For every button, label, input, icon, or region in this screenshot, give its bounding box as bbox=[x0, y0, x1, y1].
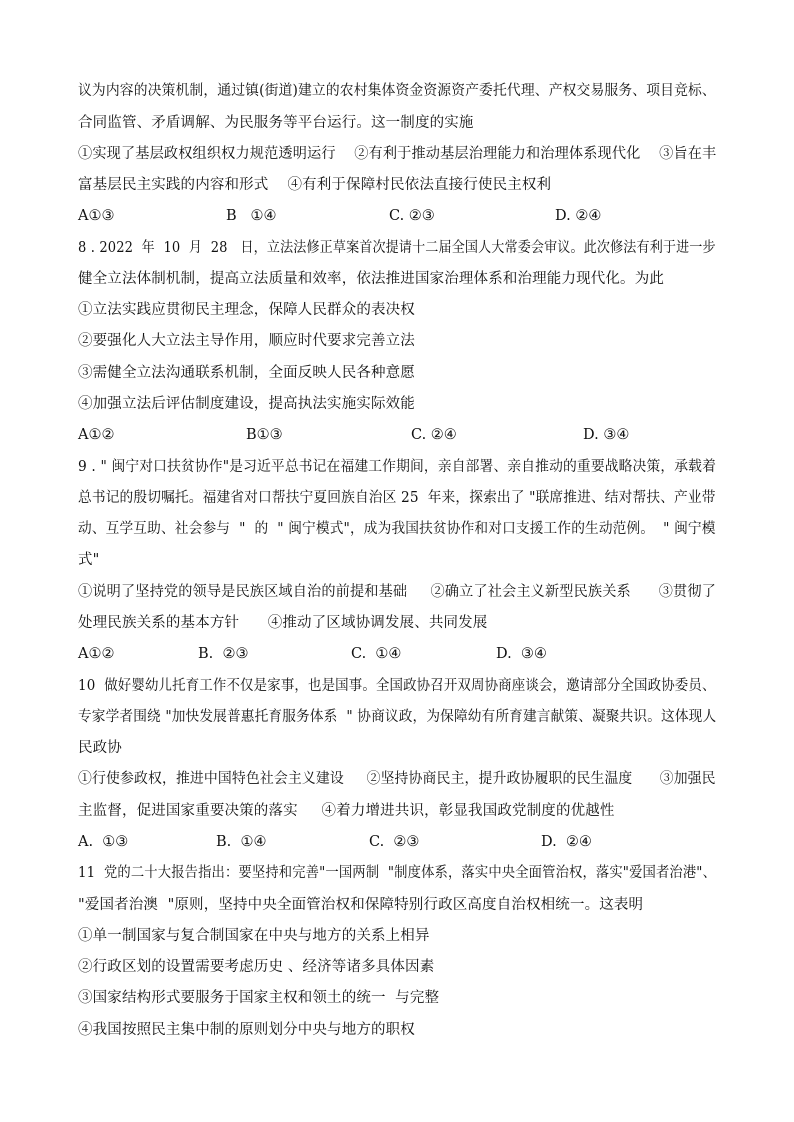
q8-option-c: C. ②④ bbox=[411, 427, 457, 443]
q9-stem-line-2: 总书记的殷切嘱托。福建省对口帮扶宁夏回族自治区 25 年来，探索出了 "联席推进、结对帮扶、产业带 bbox=[78, 490, 716, 506]
q10-stem-line-2: 专家学者围绕 "加快发展普惠托育服务体系 " 协商议政，为保障幼有所育建言献策、凝聚共识。这体现人 bbox=[78, 709, 717, 725]
q11-choice-4: ④我国按照民主集中制的原则划分中央与地方的职权 bbox=[78, 1022, 415, 1038]
q7-option-a: A①③ bbox=[78, 208, 115, 224]
q7-option-b: B ①④ bbox=[226, 208, 277, 224]
q8-choice-2: ②要强化人大立法主导作用，顺应时代要求完善立法 bbox=[78, 333, 415, 349]
q9-stem-line-3: 动、互学互助、社会参与 " 的 " 闽宁模式"，成为我国扶贫协作和对口支援工作的生动范例。 " 闽宁模 bbox=[78, 521, 716, 537]
q7-option-c: C. ②③ bbox=[389, 208, 435, 224]
q10-option-d: D. ②④ bbox=[541, 834, 592, 850]
q9-stem-line-4: 式" bbox=[78, 552, 100, 568]
q9-choices-line-2: 处理民族关系的基本方针 ④推动了区域协调发展、共同发展 bbox=[78, 615, 488, 631]
q8-option-b: B①③ bbox=[246, 427, 283, 443]
q9-option-d: D. ③④ bbox=[496, 646, 547, 662]
q9-option-a: A①② bbox=[78, 646, 115, 662]
q9-stem-line-1: 9 . " 闽宁对口扶贫协作"是习近平总书记在福建工作期间，亲自部署、亲自推动的重要战略决策，承载着 bbox=[78, 459, 716, 475]
q7-option-d: D. ②④ bbox=[555, 208, 602, 224]
q11-choice-2: ②行政区划的设置需要考虑历史 、经济等诸多具体因素 bbox=[78, 959, 435, 975]
q7-text-line-2: 合同监管、矛盾调解、为民服务等平台运行。这一制度的实施 bbox=[78, 115, 474, 131]
q7-choices-line-2: 富基层民主实践的内容和形式 ④有利于保障村民依法直接行使民主权利 bbox=[78, 177, 552, 193]
q8-choice-1: ①立法实践应贯彻民主理念，保障人民群众的表决权 bbox=[78, 302, 415, 318]
q10-stem-line-1: 10 做好婴幼儿托育工作不仅是家事，也是国事。全国政协召开双周协商座谈会，邀请部分全国政协委员、 bbox=[78, 678, 716, 694]
q9-option-b: B. ②③ bbox=[198, 646, 249, 662]
q10-option-a: A. ①③ bbox=[78, 834, 129, 850]
q11-stem-line-2: "爱国者治澳 "原则，坚持中央全面管治权和保障特别行政区高度自治权相统一。这表明 bbox=[78, 897, 644, 913]
q7-choices-line-1: ①实现了基层政权组织权力规范透明运行 ②有利于推动基层治理能力和治理体系现代化 ③旨在丰 bbox=[78, 146, 717, 162]
q10-stem-line-3: 民政协 bbox=[78, 740, 122, 756]
q10-choices-line-1: ①行使参政权，推进中国特色社会主义建设 ②坚持协商民主，提升政协履职的民生温度 ③加强民 bbox=[78, 771, 716, 787]
q10-option-c: C. ②③ bbox=[369, 834, 420, 850]
q8-stem-line-2: 健全立法体制机制，提高立法质量和效率，依法推进国家治理体系和治理能力现代化。为此 bbox=[78, 271, 664, 287]
q11-choice-1: ①单一制国家与复合制国家在中央与地方的关系上相异 bbox=[78, 928, 430, 944]
q9-choices-line-1: ①说明了坚持党的领导是民族区域自治的前提和基础 ②确立了社会主义新型民族关系 ③贯彻了 bbox=[78, 584, 716, 600]
q8-option-a: A①② bbox=[78, 427, 115, 443]
q8-option-d: D. ③④ bbox=[583, 427, 630, 443]
q10-option-b: B. ①④ bbox=[216, 834, 267, 850]
q9-option-c: C. ①④ bbox=[351, 646, 402, 662]
q11-choice-3: ③国家结构形式要服务于国家主权和领土的统一 与完整 bbox=[78, 990, 440, 1006]
q8-choice-3: ③需健全立法沟通联系机制，全面反映人民各种意愿 bbox=[78, 365, 415, 381]
q7-text-line-1: 议为内容的决策机制，通过镇(街道)建立的农村集体资金资源资产委托代理、产权交易服务、项目竞标、 bbox=[78, 83, 716, 99]
q10-choices-line-2: 主监督，促进国家重要决策的落实 ④着力增进共识，彰显我国政党制度的优越性 bbox=[78, 803, 615, 819]
q8-choice-4: ④加强立法后评估制度建设，提高执法实施实际效能 bbox=[78, 396, 415, 412]
q8-stem-line-1: 8 . 2022 年 10 月 28 日，立法法修正草案首次提请十二届全国人大常委会审议。此次修法有利于进一步 bbox=[78, 240, 716, 256]
q11-stem-line-1: 11 党的二十大报告指出：要坚持和完善"一国两制 "制度体系，落实中央全面管治权，落实"爱国者治港"、 bbox=[78, 865, 717, 881]
